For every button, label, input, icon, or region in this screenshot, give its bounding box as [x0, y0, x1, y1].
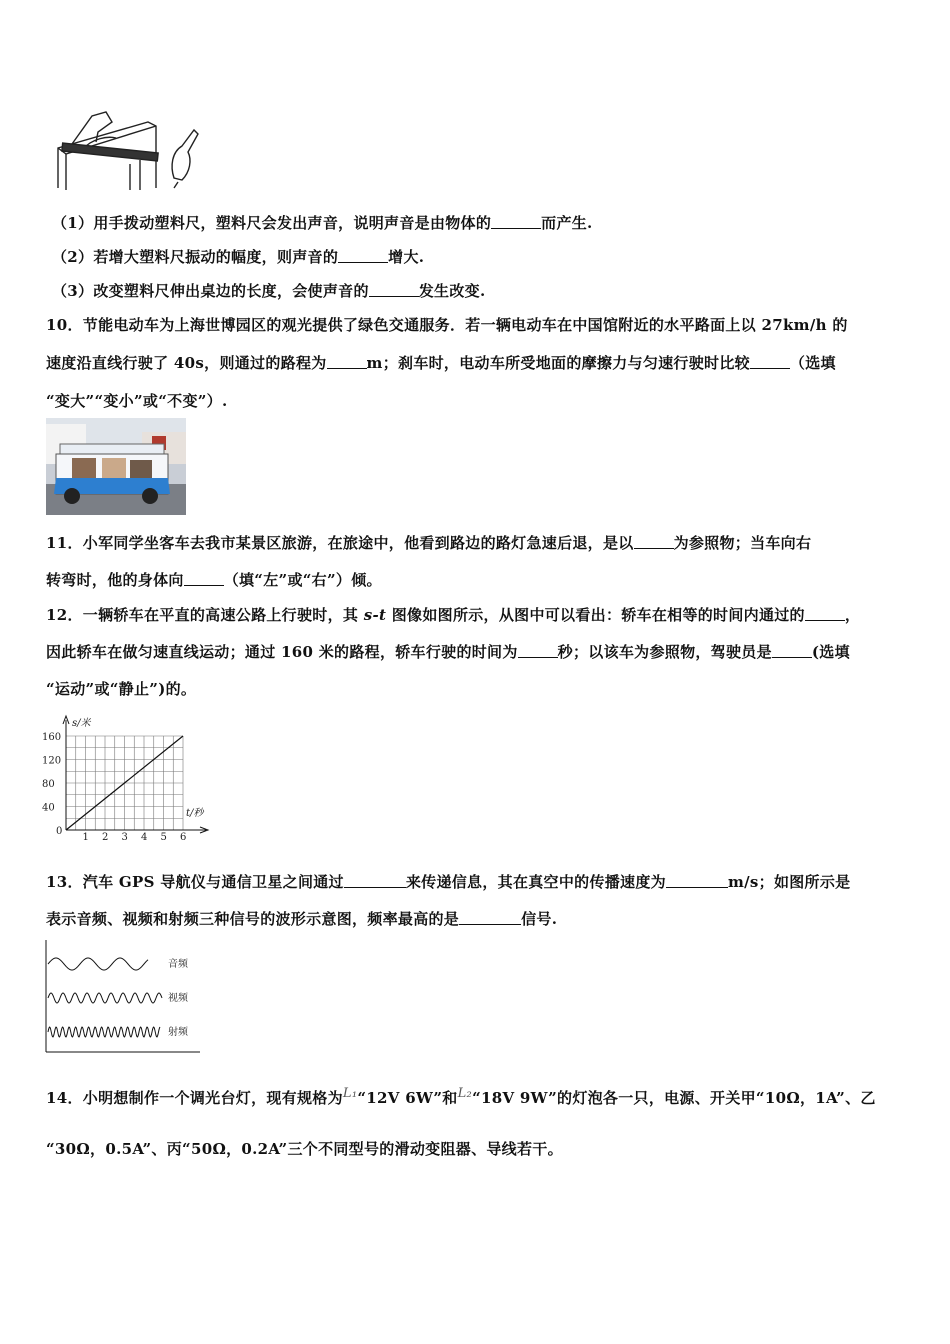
- q9-p2-end: 增大.: [388, 248, 425, 266]
- ruler-experiment-figure: [52, 108, 212, 194]
- q9-part3: [52, 280, 485, 301]
- q11-text-b: 为参照物；当车向右: [673, 534, 812, 552]
- x-axis-label: t/秒: [186, 808, 204, 819]
- y-tick-label: 80: [42, 779, 55, 790]
- lamp-l2-symbol: L₂: [457, 1086, 473, 1101]
- q11-line2: [46, 569, 382, 590]
- audio-wave: [48, 958, 148, 970]
- q10-line3: “变大”“变小”或“不变”）.: [46, 392, 228, 410]
- q11-text-d: （填“左”或“右”）倾。: [223, 571, 382, 589]
- q9-part1: [52, 212, 593, 233]
- x-tick-label: 4: [141, 832, 148, 843]
- answer-blank[interactable]: [666, 873, 728, 888]
- q12-line3: “运动”或“静止”)的。: [46, 680, 197, 698]
- x-tick-label: 2: [102, 832, 109, 843]
- q10-line2: [46, 352, 836, 373]
- answer-blank[interactable]: [369, 282, 419, 297]
- q9-part2: [52, 246, 424, 267]
- q13-text-d: 表示音频、视频和射频三种信号的波形示意图，频率最高的是: [46, 910, 460, 928]
- q12-text-a: 12．一辆轿车在平直的高速公路上行驶时，其: [46, 606, 359, 624]
- video-wave: [48, 993, 162, 1003]
- answer-blank[interactable]: [184, 571, 224, 586]
- q11-text-c: 转弯时，他的身体向: [46, 571, 184, 589]
- q12-line2: [46, 641, 850, 662]
- q12-text-e: 秒；以该车为参照物，驾驶员是: [557, 643, 772, 661]
- q12-text-b: 图像如图所示，从图中可以看出：轿车在相等的时间内通过的: [391, 606, 805, 624]
- q14-line2: “30Ω，0.5A”、丙“50Ω，0.2A”三个不同型号的滑动变阻器、导线若干。: [46, 1140, 563, 1158]
- q9-p3-text: （3）改变塑料尺伸出桌边的长度，会使声音的: [52, 282, 369, 300]
- origin-label: 0: [56, 826, 63, 837]
- answer-blank[interactable]: [338, 248, 388, 263]
- q9-p3-end: 发生改变.: [418, 282, 486, 300]
- x-tick-label: 6: [180, 832, 187, 843]
- lamp-l1-symbol: L₁: [342, 1086, 358, 1101]
- q14-line1: [46, 1086, 876, 1108]
- y-tick-label: 120: [42, 755, 62, 767]
- answer-blank[interactable]: [518, 643, 558, 658]
- q10-text-b: m；刹车时，电动车所受地面的摩擦力与匀速行驶时比较: [366, 354, 750, 372]
- x-tick-label: 1: [82, 832, 89, 843]
- wave-label-radio: 射频: [168, 1027, 188, 1038]
- q10-text-a: 速度沿直线行驶了 40s，则通过的路程为: [46, 354, 327, 372]
- radio-wave: [48, 1027, 160, 1037]
- st-symbol: s-t: [363, 606, 387, 624]
- wave-label-audio: 音频: [168, 959, 188, 970]
- answer-blank[interactable]: [805, 606, 845, 621]
- q9-p1-text: （1）用手拨动塑料尺，塑料尺会发出声音，说明声音是由物体的: [52, 214, 492, 232]
- q13-line1: [46, 871, 850, 892]
- y-tick-label: 40: [42, 802, 55, 814]
- answer-blank[interactable]: [344, 873, 406, 888]
- x-tick-label: 3: [121, 832, 128, 843]
- q9-p1-end: 而产生.: [541, 214, 593, 232]
- q13-line2: [46, 908, 557, 929]
- q14-text-c: “18V 9W”的灯泡各一只，电源、开关甲“10Ω，1A”、乙: [472, 1089, 876, 1107]
- q13-text-a: 13．汽车 GPS 导航仪与通信卫星之间通过: [46, 873, 344, 891]
- x-tick-label: 5: [160, 832, 167, 843]
- q12-text-f: (选填: [811, 643, 850, 661]
- answer-blank[interactable]: [327, 354, 367, 369]
- q12-text-c: ，: [844, 606, 861, 624]
- q12-text-d: 因此轿车在做匀速直线运动；通过 160 米的路程，轿车行驶的时间为: [46, 643, 518, 661]
- q10-line1: 10．节能电动车为上海世博园区的观光提供了绿色交通服务．若一辆电动车在中国馆附近的水平路面上以 27km/h 的: [46, 316, 848, 334]
- answer-blank[interactable]: [750, 354, 790, 369]
- q13-text-e: 信号.: [521, 910, 558, 928]
- wave-label-video: 视频: [168, 993, 188, 1004]
- st-graph: [40, 712, 220, 844]
- q14-text-a: 14．小明想制作一个调光台灯，现有规格为: [46, 1089, 343, 1107]
- answer-blank[interactable]: [459, 910, 521, 925]
- q9-p2-text: （2）若增大塑料尺振动的幅度，则声音的: [52, 248, 339, 266]
- answer-blank[interactable]: [491, 214, 541, 229]
- q13-text-c: m/s；如图所示是: [727, 873, 851, 891]
- q11-line1: [46, 532, 811, 553]
- q12-line1: [46, 604, 860, 625]
- electric-car-photo: [46, 418, 186, 515]
- q11-text-a: 11．小军同学坐客车去我市某景区旅游，在旅途中，他看到路边的路灯急速后退，是以: [46, 534, 634, 552]
- q14-text-b: “12V 6W”和: [357, 1089, 458, 1107]
- wave-signals-figure: [40, 936, 210, 1058]
- answer-blank[interactable]: [772, 643, 812, 658]
- answer-blank[interactable]: [634, 534, 674, 549]
- q10-text-c: （选填: [789, 354, 836, 372]
- y-axis-label: s/米: [72, 718, 91, 729]
- y-tick-label: 160: [42, 732, 62, 743]
- q13-text-b: 来传递信息，其在真空中的传播速度为: [405, 873, 666, 891]
